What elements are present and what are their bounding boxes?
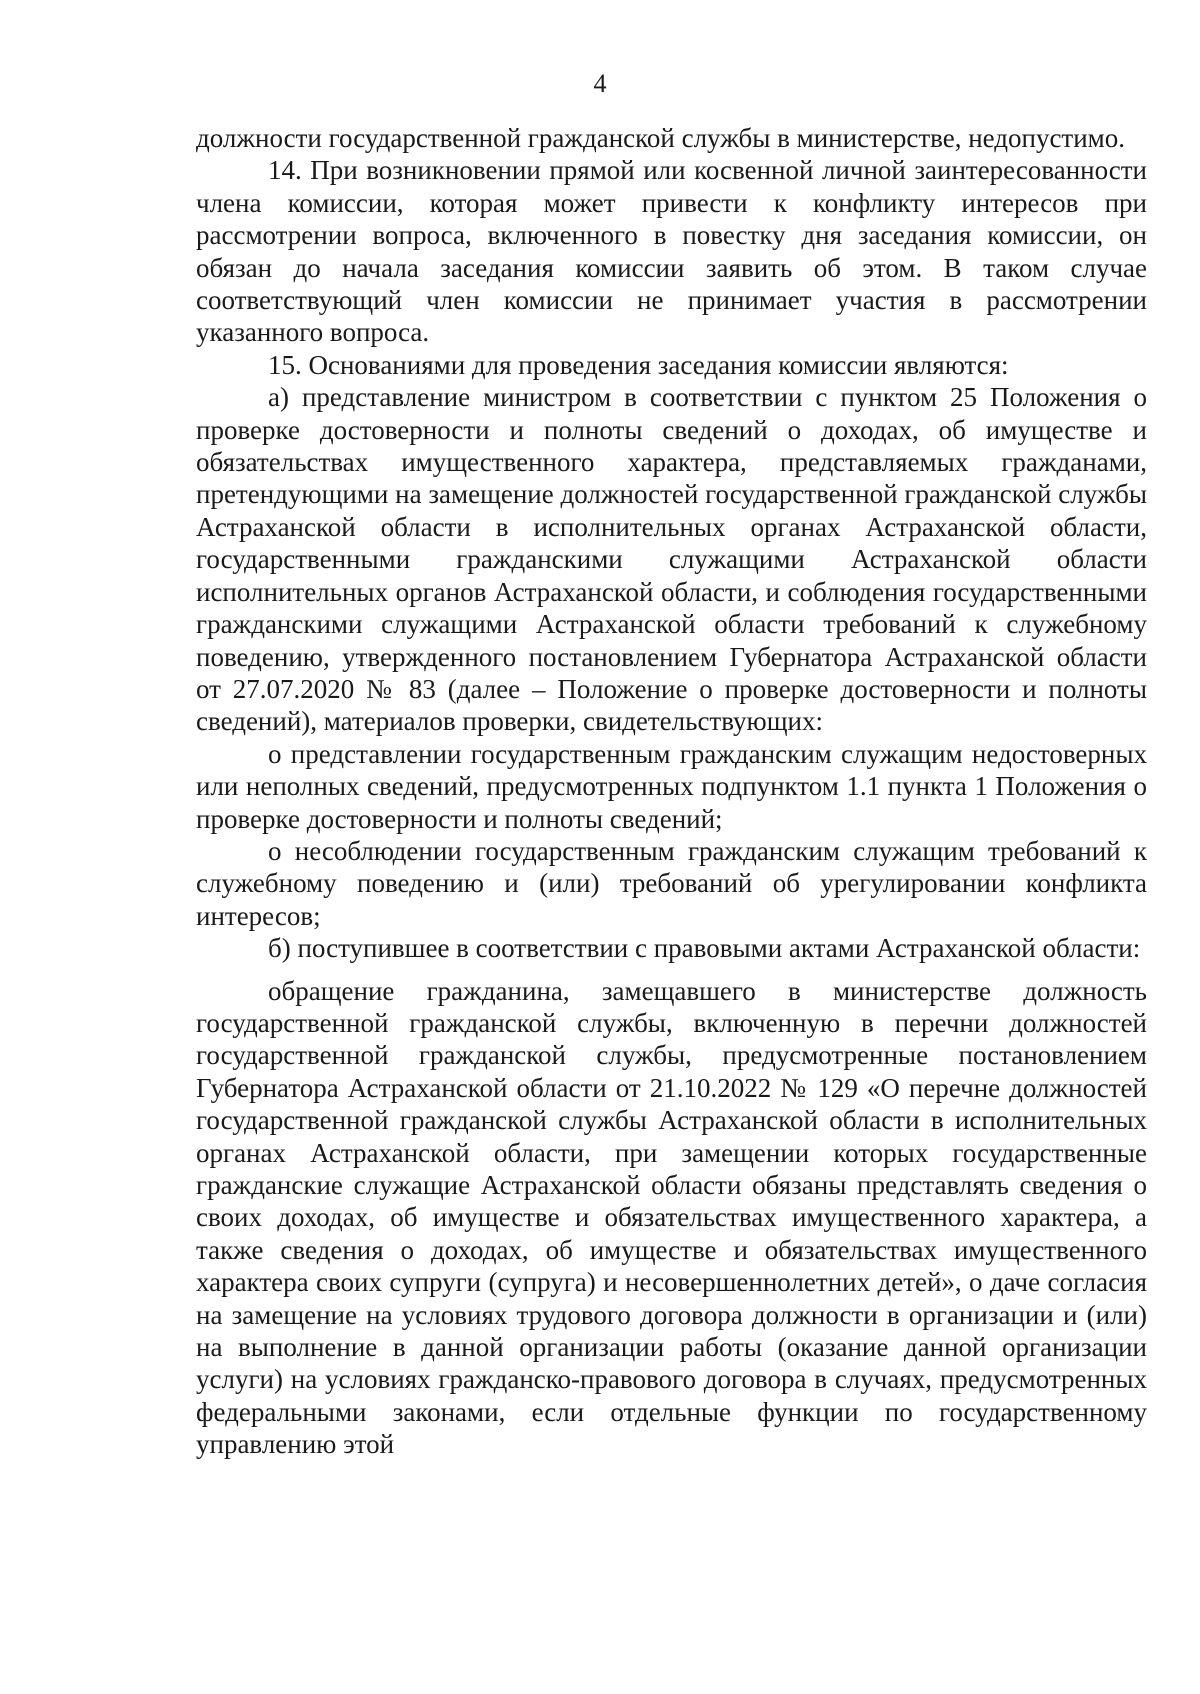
paragraph-subitem-a: а) представление министром в соответствии с пунктом 25 Положения о проверке достоверности и полноты сведений о доходах, об имуществе и обязательствах имущественного характера, представляемых гражданами, претендующими на замещение должностей государственной гражданской службы Астраханской области в исполнительных органах Астраханской области, государственными гражданскими служащими Астраханской области исполнительных органов Астраханской области, и соблюдения государственными гражданскими служащими Астраханской области требований к служебному поведению, утвержденного постановлением Губернатора Астраханской области от 27.07.2020 № 83 (далее – Положение о проверке достоверности и полноты сведений), материалов проверки, свидетельствующих: [196, 382, 1147, 737]
paragraph-subitem-b-1: обращение гражданина, замещавшего в министерстве должность государственной гражданской службы, включенную в перечни должностей государственной гражданской службы, предусмотренные постановлением Губернатора Астраханской области от 21.10.2022 № 129 «О перечне должностей государственной гражданской службы Астраханской области в исполнительных органах Астраханской области, при замещении которых государственные гражданские служащие Астраханской области обязаны представлять сведения о своих доходах, об имуществе и обязательствах имущественного характера, а также сведения о доходах, об имуществе и обязательствах имущественного характера своих супруги (супруга) и несовершеннолетних детей», о даче согласия на замещение на условиях трудового договора должности в организации и (или) на выполнение в данной организации работы (оказание данной организации услуги) на условиях гражданско-правового договора в случаях, предусмотренных федеральными законами, если отдельные функции по государственному управлению этой [196, 975, 1147, 1460]
paragraph-subitem-a-2: о несоблюдении государственным гражданским служащим требований к служебному поведению и (или) требований об урегулировании конфликта интересов; [196, 835, 1147, 931]
paragraph-continuation: должности государственной гражданской службы в министерстве, недопустимо. [196, 123, 1126, 153]
document-body [196, 122, 1147, 1461]
page-number: 4 [593, 69, 607, 98]
paragraph-item-15: 15. Основаниями для проведения заседания комиссии являются: [268, 349, 1009, 380]
paragraph-subitem-a-1: о представлении государственным гражданским служащим недостоверных или неполных сведений, предусмотренных подпунктом 1.1 пункта 1 Положения о проверке достоверности и полноты сведений; [196, 738, 1147, 834]
paragraph-subitem-b: б) поступившее в соответствии с правовыми актами Астраханской области: [268, 933, 1141, 964]
paragraph-item-14: 14. При возникновении прямой или косвенной личной заинтересованности члена комиссии, которая может привести к конфликту интересов при рассмотрении вопроса, включенного в повестку дня заседания комиссии, он обязан до начала заседания комиссии заявить об этом. В таком случае соответствующий член комиссии не принимает участия в рассмотрении указанного вопроса. [196, 155, 1147, 348]
